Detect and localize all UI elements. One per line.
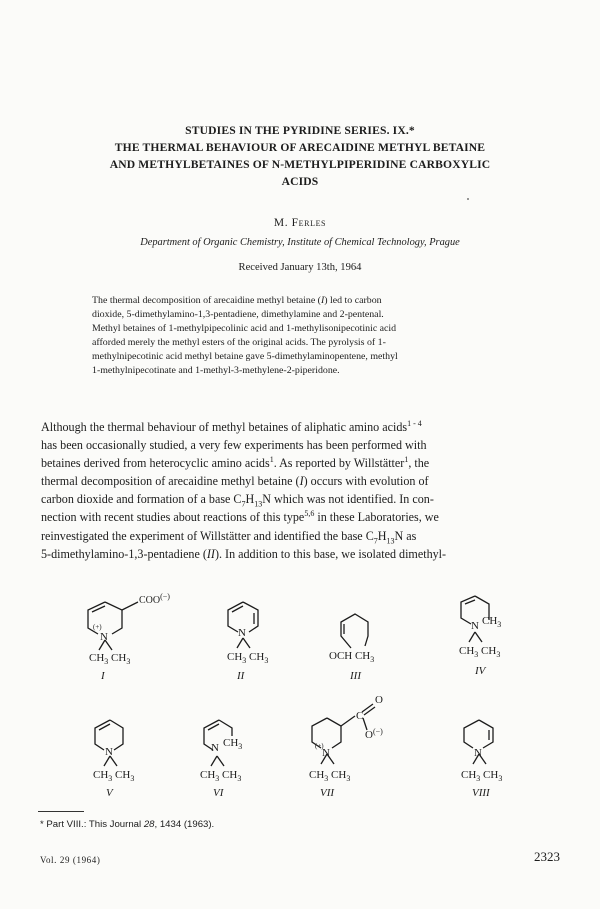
text: N as — [394, 528, 417, 543]
svg-text:OCH CH3: OCH $CH_3$ — [329, 650, 375, 664]
body-line — [41, 454, 561, 472]
speck — [467, 198, 469, 200]
article-title — [40, 122, 560, 190]
svg-text:N: N — [471, 620, 479, 632]
svg-text:(+): (+) — [315, 742, 324, 750]
text: in these Laboratories, we — [314, 510, 439, 525]
svg-text:CH3 CH3: $CH_3$ $CH_3$ — [461, 769, 503, 783]
subscript: 13 — [254, 499, 263, 509]
title-line: ACIDS — [281, 175, 319, 188]
citation: 1 - 4 — [407, 418, 422, 428]
svg-text:N: N — [474, 747, 482, 759]
citation: 1 — [269, 455, 274, 465]
text: carbon dioxide and formation of a base C — [41, 492, 242, 507]
footnote-rule — [38, 811, 84, 812]
svg-text:VI: VI — [213, 787, 224, 799]
abstract-line: afforded merely the methyl esters of the original acids. The pyrolysis of 1- — [92, 336, 386, 348]
title-line: AND METHYLBETAINES OF N-METHYLPIPERIDINE CARBOXYLIC — [109, 158, 491, 171]
structure-V — [95, 720, 123, 766]
body-line — [41, 545, 561, 563]
svg-text:CH3: $CH_3$ — [223, 737, 243, 751]
text: has been occasionally studied, a very few experiments has been performed with — [41, 438, 427, 453]
svg-text:CH3 CH3: $CH_3$ $CH_3$ — [309, 769, 351, 783]
text: betaines derived from heterocyclic amino acids — [41, 456, 270, 471]
svg-text:V: V — [106, 787, 113, 799]
text: . As reported by Willstätter — [273, 456, 405, 471]
compound-ref: II — [206, 546, 215, 561]
author: M. Ferles — [273, 217, 327, 229]
body-line — [41, 418, 561, 436]
body-line — [41, 527, 561, 545]
svg-text:CH3: $CH_3$ — [482, 615, 502, 629]
svg-text:IV: IV — [475, 665, 486, 677]
text: Although the thermal behaviour of methyl betaines of aliphatic amino acids — [41, 420, 408, 434]
abstract — [92, 294, 510, 377]
svg-text:C: C — [356, 710, 364, 722]
text: H — [377, 528, 387, 543]
citation: 1 — [404, 455, 409, 465]
svg-text:III: III — [350, 670, 361, 682]
title-line: THE THERMAL BEHAVIOUR OF ARECAIDINE METHYL BETAINE — [114, 141, 486, 154]
title-line: STUDIES IN THE PYRIDINE SERIES. IX.* — [185, 124, 415, 137]
n-atom: N — [100, 631, 108, 643]
text: N which was not identified. In con- — [262, 492, 434, 507]
text: ) occurs with evolution of — [303, 474, 429, 489]
footnote: * Part VIII.: This Journal 28, 1434 (1963). — [40, 819, 215, 830]
text: thermal decomposition of arecaidine methyl betaine ( — [41, 474, 300, 489]
svg-text:VII: VII — [320, 787, 335, 799]
abstract-line: The thermal decomposition of arecaidine methyl betaine (I) led to carbon — [92, 295, 382, 306]
abstract-line: methylnipecotinic acid methyl betaine gave 5-dimethylaminopentene, methyl — [92, 350, 398, 362]
structure-diagrams — [75, 588, 545, 803]
text: nection with recent studies about reactions of this type — [41, 510, 305, 525]
body-line — [41, 490, 561, 508]
svg-text:CH3 CH3: $CH_3$ $CH_3$ — [89, 652, 131, 666]
citation: 5,6 — [304, 509, 315, 519]
text: H — [245, 492, 255, 507]
text: reinvestigated the experiment of Willstätter and identified the base C — [41, 528, 374, 543]
svg-text:COO(−): COO(−) — [139, 592, 170, 606]
text: ). In addition to this base, we isolated dimethyl- — [214, 546, 447, 561]
page-number: 2323 — [534, 849, 560, 864]
affiliation: Department of Organic Chemistry, Institute of Chemical Technology, Prague — [140, 237, 460, 248]
svg-text:N: N — [322, 747, 330, 759]
abstract-line: dioxide, 5-dimethylamino-1,3-pentadiene, dimethylamine and 2-pentenal. — [92, 308, 384, 320]
svg-text:O(−): O(−) — [365, 727, 383, 741]
subscript: 7 — [241, 499, 246, 509]
svg-text:N: N — [211, 742, 219, 754]
body-text — [41, 418, 561, 563]
body-line — [41, 508, 561, 526]
text: 5-dimethylamino-1,3-pentadiene ( — [41, 546, 207, 561]
abstract-line: Methyl betaines of 1-methylpipecolinic acid and 1-methylisonipecotinic acid — [92, 322, 397, 334]
received-date: Received January 13th, 1964 — [238, 262, 362, 273]
compound-ref: I — [299, 474, 304, 489]
svg-text:VIII: VIII — [472, 787, 490, 799]
svg-text:II: II — [237, 670, 245, 682]
abstract-line: 1-methylnipecotinate and 1-methyl-3-methylene-2-piperidone. — [92, 364, 340, 376]
svg-text:CH3 CH3: $CH_3$ $CH_3$ — [227, 651, 269, 665]
svg-text:N: N — [105, 746, 113, 758]
svg-text:I: I — [101, 670, 105, 682]
svg-text:(+): (+) — [93, 623, 102, 631]
svg-text:CH3 CH3: $CH_3$ $CH_3$ — [93, 769, 135, 783]
svg-text:CH3 CH3: $CH_3$ $CH_3$ — [200, 769, 242, 783]
text: , the — [408, 456, 430, 471]
svg-text:CH3 CH3: $CH_3$ $CH_3$ — [459, 645, 501, 659]
body-line — [41, 472, 561, 490]
svg-text:N: N — [238, 627, 246, 639]
body-line — [41, 436, 561, 454]
structure-II — [228, 602, 258, 648]
subscript: 13 — [386, 535, 395, 545]
volume-info: Vol. 29 (1964) — [40, 855, 101, 865]
structure-III — [341, 614, 368, 648]
svg-text:O: O — [375, 694, 383, 706]
subscript: 7 — [373, 535, 378, 545]
